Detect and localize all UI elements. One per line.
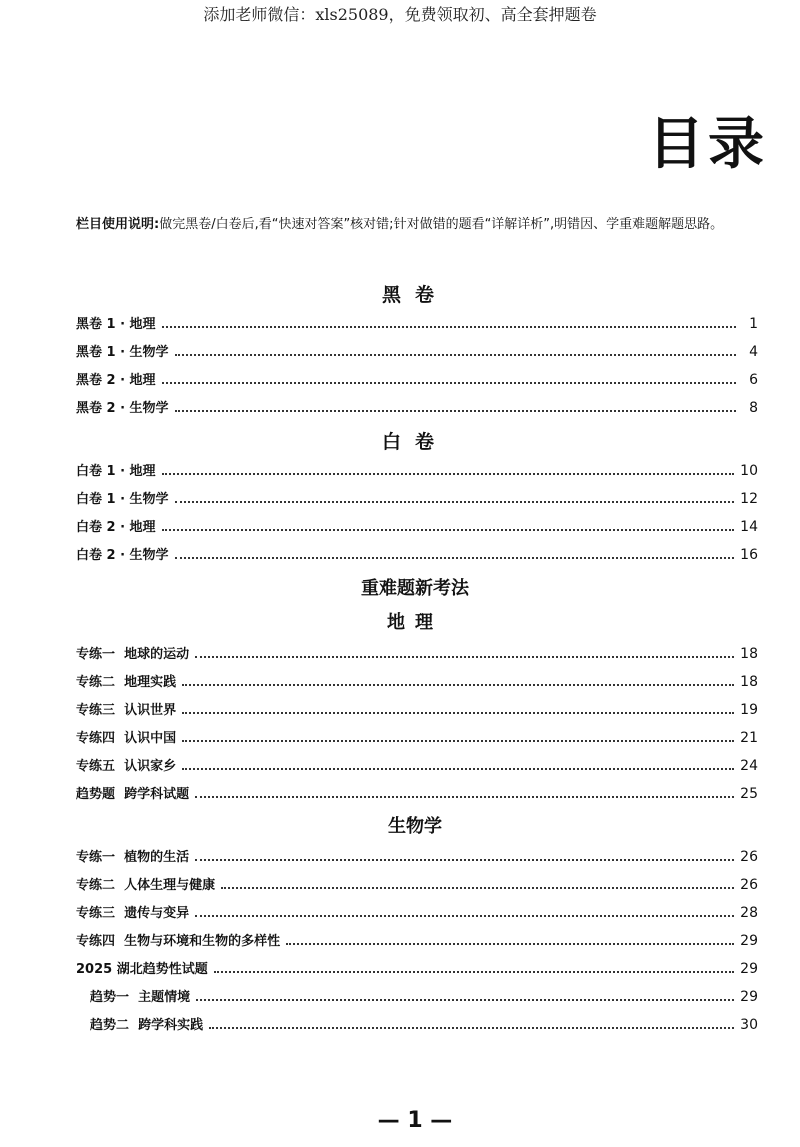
toc-page: 10	[740, 463, 758, 479]
toc-row[interactable]	[76, 696, 758, 718]
toc-code: 专练三	[76, 703, 116, 718]
toc-page: 24	[740, 758, 758, 774]
toc-label: 黑卷 2 · 生物学	[76, 401, 169, 416]
toc-row[interactable]	[76, 899, 758, 921]
leader-dots	[162, 528, 735, 531]
toc-page: 6	[749, 372, 758, 388]
toc-page: 29	[740, 961, 758, 977]
section-heading-white: 白卷	[381, 431, 448, 453]
toc-row[interactable]	[76, 843, 758, 865]
leader-dots	[175, 409, 736, 412]
toc-code: 专练四	[76, 934, 116, 949]
toc-label: 黑卷 1 · 地理	[76, 317, 156, 332]
toc-row[interactable]	[76, 955, 758, 977]
toc-row[interactable]	[76, 668, 758, 690]
toc-title: 生物与环境和生物的多样性	[124, 934, 281, 949]
leader-dots	[182, 767, 734, 770]
toc-page: 30	[740, 1017, 758, 1033]
toc-label	[76, 643, 189, 662]
section-heading-black: 黑卷	[381, 284, 448, 306]
toc-label	[76, 699, 176, 718]
toc-title: 认识家乡	[124, 759, 177, 774]
toc-row[interactable]	[76, 485, 758, 507]
toc-page: 26	[740, 877, 758, 893]
instructions-text: 做完黑卷/白卷后,看“快速对答案”核对错;针对做错的题看“详解详析”,明错因、学重难题解题思路。	[159, 217, 724, 232]
leader-dots	[196, 998, 734, 1001]
section-heading-key-new: 重难题新考法	[361, 578, 469, 599]
toc-code: 专练二	[76, 878, 116, 893]
toc-code: 专练四	[76, 731, 116, 746]
toc-page: 8	[749, 400, 758, 416]
toc-row[interactable]	[76, 640, 758, 662]
toc-label: 白卷 1 · 生物学	[76, 492, 169, 507]
toc-label	[76, 930, 280, 949]
toc-row[interactable]	[76, 871, 758, 893]
toc-row[interactable]	[76, 366, 758, 388]
toc-row[interactable]	[76, 310, 758, 332]
toc-label: 黑卷 1 · 生物学	[76, 345, 169, 360]
toc-title: 跨学科实践	[138, 1018, 204, 1033]
toc-code: 专练三	[76, 906, 116, 921]
toc-label	[76, 727, 176, 746]
leader-dots	[182, 739, 734, 742]
toc-row[interactable]	[76, 457, 758, 479]
toc-label	[76, 902, 189, 921]
toc-page: 1	[749, 316, 758, 332]
toc-row[interactable]	[76, 927, 758, 949]
toc-page: 16	[740, 547, 758, 563]
toc-row[interactable]	[76, 394, 758, 416]
toc-row[interactable]	[76, 513, 758, 535]
toc-label	[76, 783, 189, 802]
toc-label: 白卷 2 · 地理	[76, 520, 156, 535]
toc-row[interactable]	[76, 338, 758, 360]
toc-title: 认识世界	[124, 703, 177, 718]
toc-page: 28	[740, 905, 758, 921]
toc-page: 18	[740, 674, 758, 690]
toc-code: 专练五	[76, 759, 116, 774]
leader-dots	[182, 683, 734, 686]
toc-page: 25	[740, 786, 758, 802]
toc-label: 白卷 2 · 生物学	[76, 548, 169, 563]
subsection-heading-geography: 地理	[387, 612, 443, 633]
leader-dots	[182, 711, 734, 714]
leader-dots	[214, 970, 734, 973]
leader-dots	[221, 886, 734, 889]
toc-page: 29	[740, 933, 758, 949]
leader-dots	[195, 655, 734, 658]
subsection-heading-biology: 生物学	[388, 816, 442, 837]
toc-row[interactable]	[76, 780, 758, 802]
toc-title: 地球的运动	[124, 647, 190, 662]
leader-dots	[162, 325, 736, 328]
toc-page: 26	[740, 849, 758, 865]
toc-page: 4	[749, 344, 758, 360]
leader-dots	[195, 858, 734, 861]
leader-dots	[175, 353, 736, 356]
toc-label	[90, 986, 190, 1005]
toc-label: 黑卷 2 · 地理	[76, 373, 156, 388]
toc-label	[76, 755, 176, 774]
toc-page: 19	[740, 702, 758, 718]
page-title: 目录	[648, 112, 768, 177]
toc-label	[76, 671, 176, 690]
leader-dots	[286, 942, 734, 945]
toc-title: 跨学科试题	[124, 787, 190, 802]
toc-code: 专练一	[76, 647, 116, 662]
toc-title: 地理实践	[124, 675, 177, 690]
toc-title: 主题情境	[138, 990, 191, 1005]
toc-row[interactable]	[90, 983, 758, 1005]
toc-title: 认识中国	[124, 731, 177, 746]
toc-title: 植物的生活	[124, 850, 190, 865]
leader-dots	[162, 381, 736, 384]
toc-label	[76, 874, 215, 893]
toc-page: 14	[740, 519, 758, 535]
leader-dots	[195, 914, 734, 917]
usage-instructions	[76, 212, 766, 238]
toc-title: 遗传与变异	[124, 906, 190, 921]
toc-page: 12	[740, 491, 758, 507]
toc-code: 专练一	[76, 850, 116, 865]
watermark-text: 添加老师微信：xls25089，免费领取初、高全套押题卷	[203, 5, 597, 24]
toc-label	[90, 1014, 203, 1033]
leader-dots	[175, 500, 735, 503]
leader-dots	[162, 472, 735, 475]
toc-row[interactable]	[90, 1011, 758, 1033]
toc-code: 专练二	[76, 675, 116, 690]
leader-dots	[175, 556, 735, 559]
toc-label: 2025 湖北趋势性试题	[76, 962, 208, 977]
page-number: — 1 —	[377, 1108, 453, 1133]
toc-code: 趋势一	[90, 990, 130, 1005]
toc-page: 21	[740, 730, 758, 746]
toc-row[interactable]	[76, 541, 758, 563]
leader-dots	[209, 1026, 734, 1029]
toc-page: 29	[740, 989, 758, 1005]
toc-label: 白卷 1 · 地理	[76, 464, 156, 479]
toc-code: 趋势题	[76, 787, 116, 802]
toc-label	[76, 846, 189, 865]
toc-row[interactable]	[76, 724, 758, 746]
toc-page: 18	[740, 646, 758, 662]
toc-row[interactable]	[76, 752, 758, 774]
toc-code: 趋势二	[90, 1018, 130, 1033]
toc-title: 人体生理与健康	[124, 878, 216, 893]
leader-dots	[195, 795, 734, 798]
instructions-lead: 栏目使用说明:	[76, 217, 160, 232]
